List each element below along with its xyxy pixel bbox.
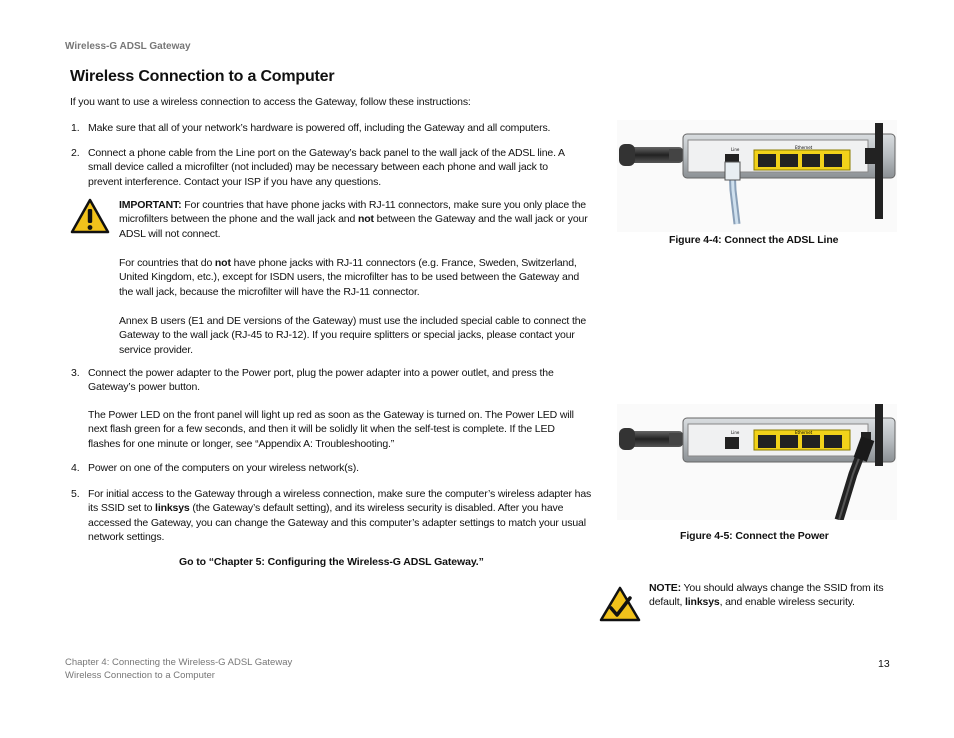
page-footer — [65, 657, 292, 682]
line-port-label: Line — [731, 147, 740, 152]
section-title: Wireless Connection to a Computer — [70, 68, 335, 85]
figure-adsl-line-image — [617, 120, 897, 232]
step-2-text: Connect a phone cable from the Line port on the Gateway’s back panel to the wall jack of the ADSL line. A small device called a microfilter (not included) may be necessary between each phone and wall jack to prevent interference. Contact your ISP if you have any questions. — [88, 147, 565, 188]
note-label: NOTE: — [649, 582, 681, 594]
step-1-text: Make sure that all of your network’s hardware is powered off, including the Gateway and all computers. — [88, 122, 551, 134]
step-1-number: 1. — [71, 122, 80, 134]
warning-icon — [70, 198, 110, 234]
important-paragraph-3: Annex B users (E1 and DE versions of the Gateway) must use the included special cable to connect the Gateway to the wall jack (RJ-45 to RJ-12). If you require splitters or special jacks, please contact your service provider. — [119, 315, 587, 356]
step-5-text: For initial access to the Gateway through a wireless connection, make sure the computer’s wireless adapter has its SSID set to linksys (the Gateway’s default setting), and its wireless security is disabled. After you have accessed the Gateway, you can change the Gateway and this computer’s adapter settings to match your usual network settings. — [88, 488, 592, 544]
footer-chapter: Chapter 4: Connecting the Wireless-G ADSL Gateway — [65, 657, 293, 668]
step-3-number: 3. — [71, 367, 80, 379]
figure-4-4-caption: Figure 4-4: Connect the ADSL Line — [669, 234, 839, 246]
footer-section: Wireless Connection to a Computer — [65, 669, 215, 681]
goto-chapter-link[interactable]: Go to “Chapter 5: Configuring the Wireless-G ADSL Gateway.” — [179, 556, 484, 568]
note-text: NOTE: You should always change the SSID from its default, linksys, and enable wireless security. — [649, 582, 884, 609]
line-port-label: Line — [731, 430, 740, 435]
important-paragraph-2: For countries that do not have phone jacks with RJ-11 connectors (e.g. France, Sweden, Switzerland, United Kingdom, etc.), except for ISDN users, the microfilter has to be used between the Gateway and the wall jack, because the microfilter will have the RJ-11 connector. — [119, 257, 580, 298]
important-paragraph-1: IMPORTANT: For countries that have phone jacks with RJ-11 connectors, make sure you only place the microfilters between the phone and the wall jack and not between the Gateway and the wall jack or your ADSL will not connect. — [119, 199, 588, 240]
step-3-detail: The Power LED on the front panel will light up red as soon as the Gateway is turned on. The Power LED will next flash green for a few seconds, and then it will be solidly lit when the self-test is complete. If the LED flashes for one minute or longer, see “Appendix A: Troubleshooting.” — [88, 409, 574, 450]
step-2-number: 2. — [71, 147, 80, 159]
page-number: 13 — [878, 658, 890, 670]
ethernet-port-label: Ethernet — [795, 430, 813, 435]
intro-text: If you want to use a wireless connection to access the Gateway, follow these instructions: — [70, 96, 471, 108]
ethernet-port-label: Ethernet — [795, 145, 813, 150]
step-3-text: Connect the power adapter to the Power port, plug the power adapter into a power outlet, and press the Gateway’s power button. — [88, 367, 554, 394]
check-note-icon — [599, 586, 641, 622]
step-4-text: Power on one of the computers on your wireless network(s). — [88, 462, 359, 474]
figure-4-5-caption: Figure 4-5: Connect the Power — [680, 530, 829, 542]
step-4-number: 4. — [71, 462, 80, 474]
figure-power-image — [617, 404, 897, 520]
important-label: IMPORTANT: — [119, 199, 182, 211]
step-5-number: 5. — [71, 488, 80, 500]
running-header: Wireless-G ADSL Gateway — [65, 41, 191, 52]
